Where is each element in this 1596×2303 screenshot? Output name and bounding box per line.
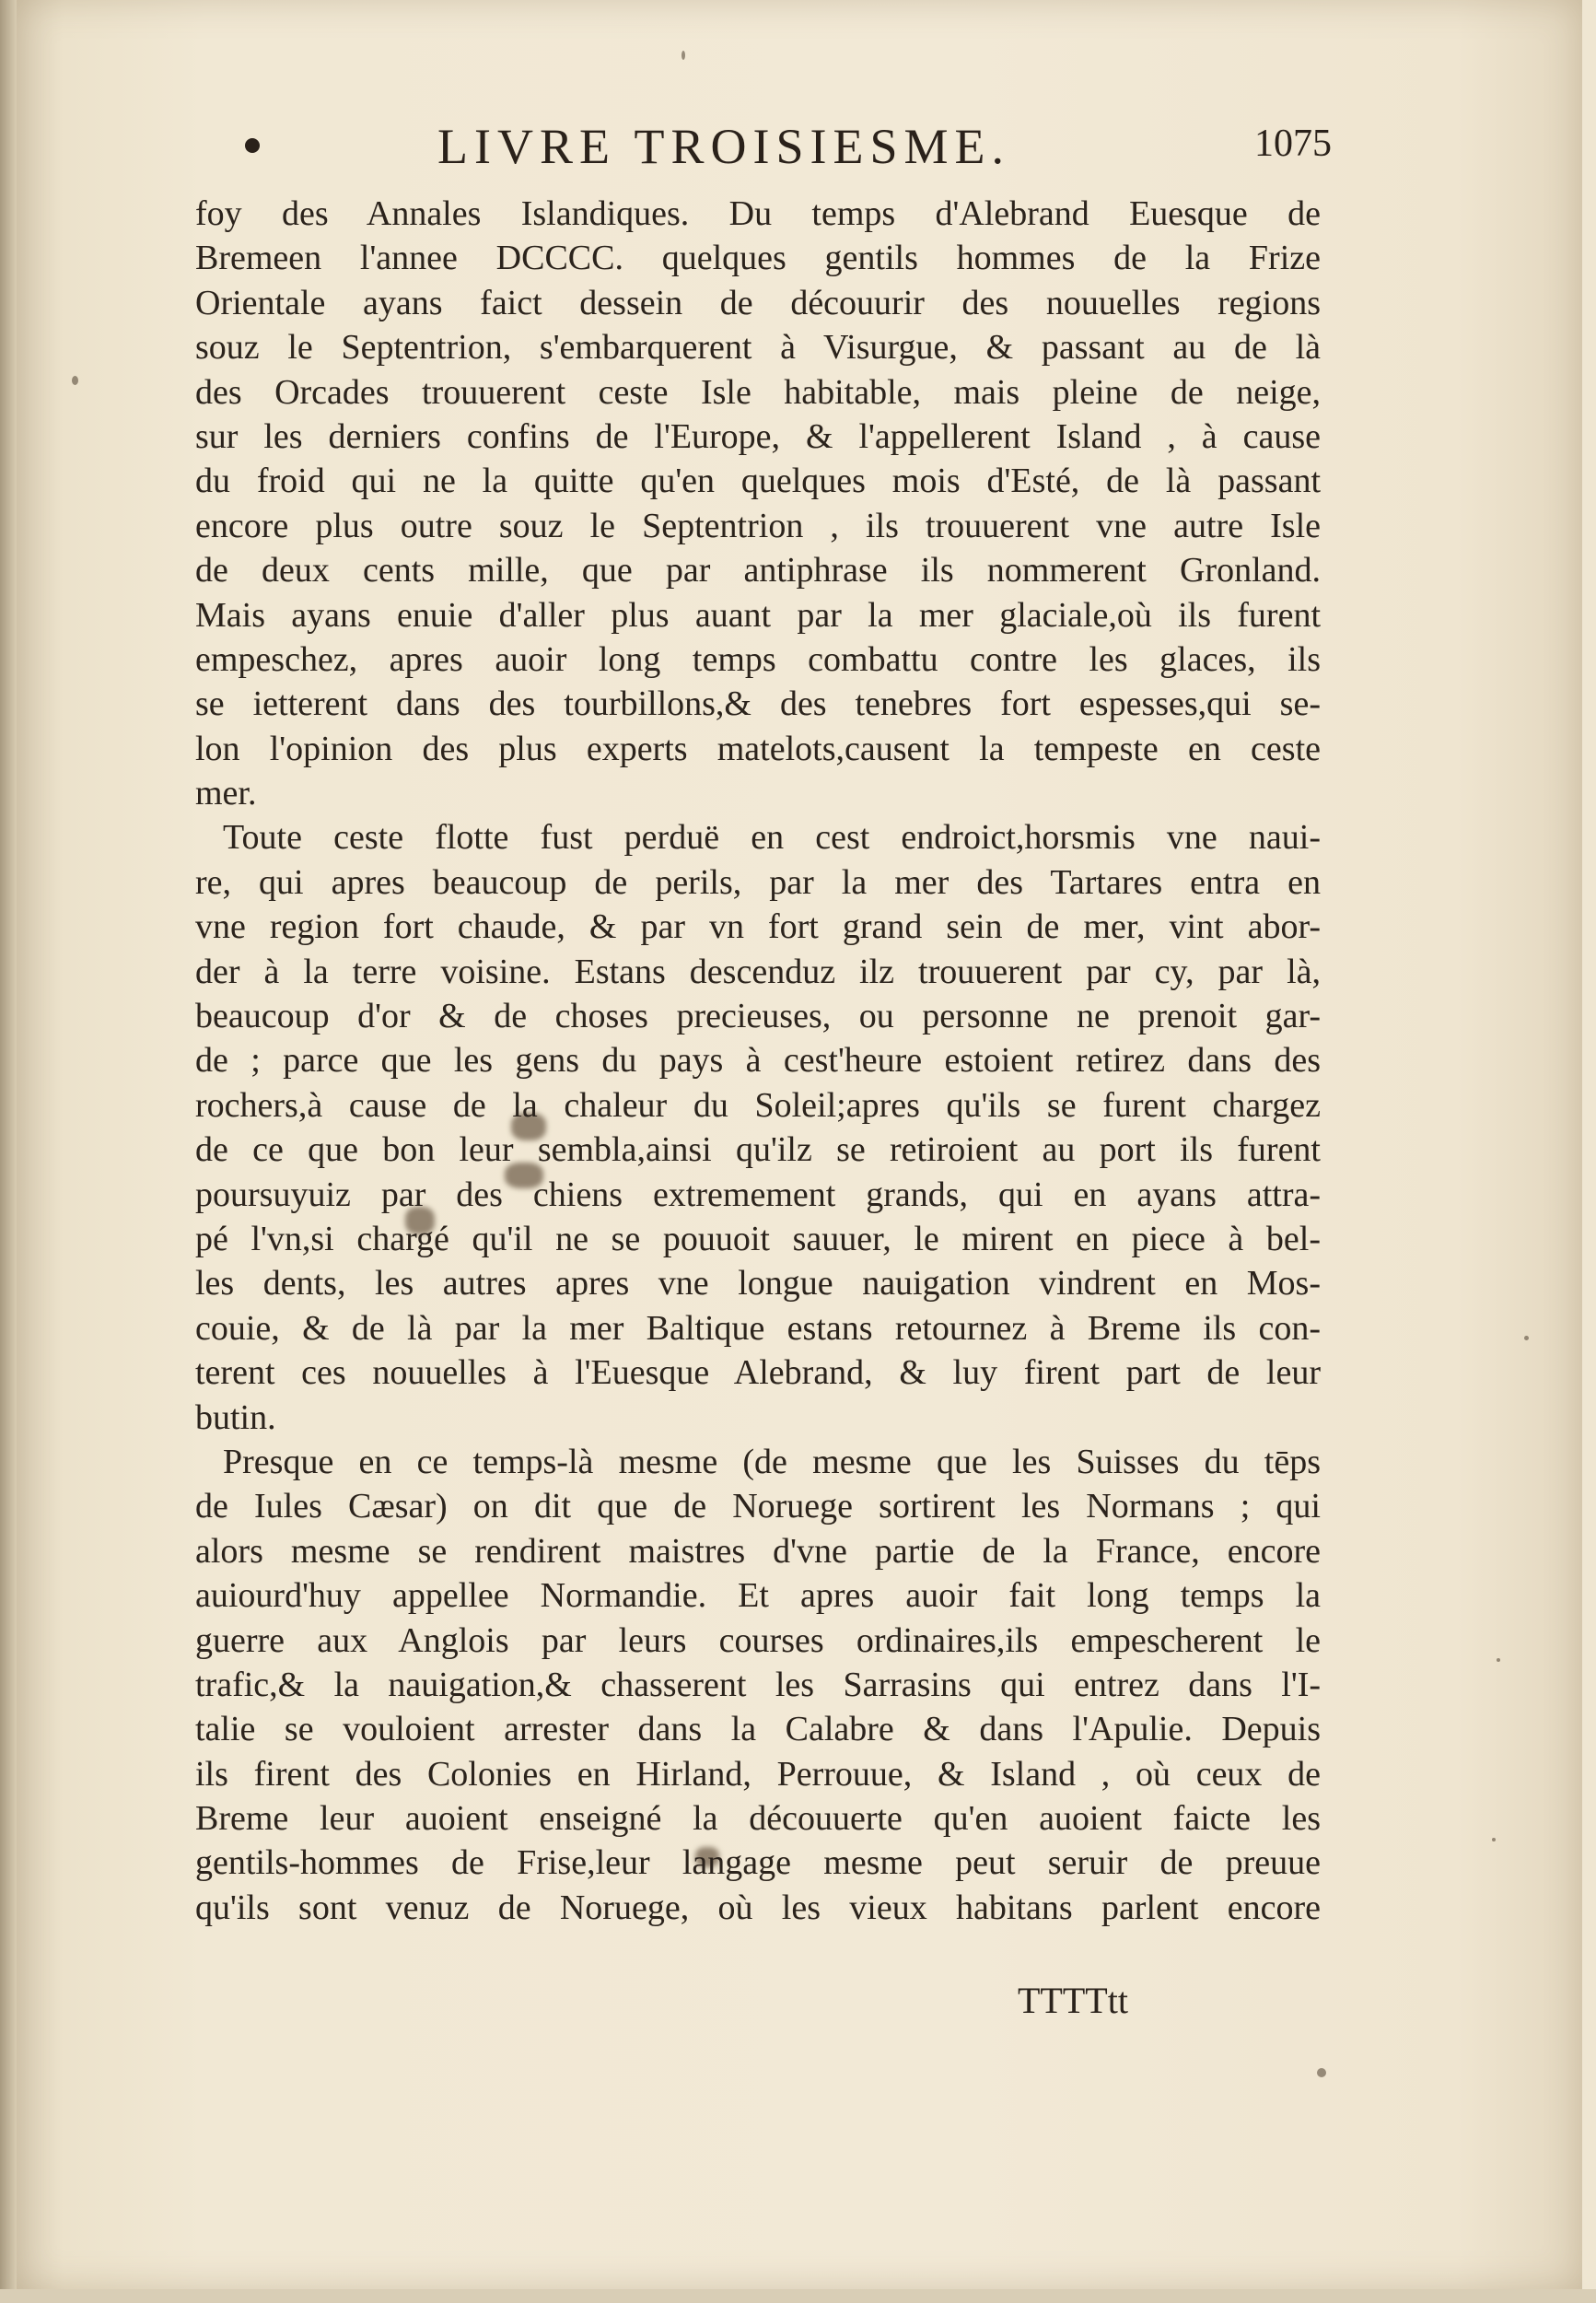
ink-speck bbox=[1524, 1336, 1529, 1340]
text-line: se ietterent dans des tourbillons,& des tenebres fort espesses,qui se- bbox=[195, 684, 1321, 724]
text-line: de deux cents mille, que par antiphrase ils nommerent Gronland. bbox=[195, 551, 1321, 590]
page-body bbox=[195, 192, 1321, 1930]
page-left-edge bbox=[0, 0, 17, 2303]
text-line: talie se vouloient arrester dans la Calabre & dans l'Apulie. Depuis bbox=[195, 1710, 1321, 1749]
text-line: couie, & de là par la mer Baltique estans retournez à Breme ils con- bbox=[195, 1308, 1321, 1348]
text-line: rochers,à cause de la chaleur du Soleil;apres qu'ils se furent chargez bbox=[195, 1085, 1321, 1125]
text-line: qu'ils sont venuz de Noruege, où les vieux habitans parlent encore bbox=[195, 1888, 1321, 1927]
text-line: beaucoup d'or & de choses precieuses, ou personne ne prenoit gar- bbox=[195, 997, 1321, 1036]
text-line: les dents, les autres apres vne longue nauigation vindrent en Mos- bbox=[195, 1264, 1321, 1303]
text-line: empeschez, apres auoir long temps combattu contre les glaces, ils bbox=[195, 639, 1321, 679]
text-line: auiourd'huy appellee Normandie. Et apres auoir fait long temps la bbox=[195, 1576, 1321, 1616]
text-line: poursuyuiz par des chiens extremement grands, qui en ayans attra- bbox=[195, 1175, 1321, 1214]
text-line: Toute ceste flotte fust perduë en cest endroict,horsmis vne naui- bbox=[223, 818, 1321, 858]
paragraph bbox=[195, 1440, 1321, 1930]
text-line: alors mesme se rendirent maistres d'vne partie de la France, encore bbox=[195, 1531, 1321, 1571]
text-line: de ; parce que les gens du pays à cest'heure estoient retirez dans des bbox=[195, 1041, 1321, 1081]
ornament-dot bbox=[245, 138, 260, 153]
text-line: souz le Septentrion, s'embarquerent à Visurgue, & passant au de là bbox=[195, 328, 1321, 368]
ink-speck bbox=[1317, 2068, 1326, 2077]
paragraph bbox=[195, 192, 1321, 815]
text-line: butin. bbox=[195, 1397, 276, 1437]
text-line: des Orcades trouuerent ceste Isle habitable, mais pleine de neige, bbox=[195, 372, 1321, 412]
text-line: encore plus outre souz le Septentrion , ils trouuerent vne autre Isle bbox=[195, 506, 1321, 545]
signature-mark: TTTTtt bbox=[1018, 1980, 1128, 2021]
text-line: Presque en ce temps-là mesme (de mesme que les Suisses du tēps bbox=[223, 1442, 1321, 1481]
running-head bbox=[0, 118, 1596, 173]
text-line: de Iules Cæsar) on dit que de Noruege sortirent les Normans ; qui bbox=[195, 1487, 1321, 1526]
text-line: pé l'vn,si chargé qu'il ne se pouuoit sauuer, le mirent en piece à bel- bbox=[195, 1219, 1321, 1258]
text-line: trafic,& la nauigation,& chasserent les Sarrasins qui entrez dans l'I- bbox=[195, 1665, 1321, 1704]
text-line: Orientale ayans faict dessein de découurir des nouuelles regions bbox=[195, 283, 1321, 322]
text-line: du froid qui ne la quitte qu'en quelques mois d'Esté, de là passant bbox=[195, 462, 1321, 501]
text-line: Mais ayans enuie d'aller plus auant par la mer glaciale,où ils furent bbox=[195, 595, 1321, 635]
text-line: guerre aux Anglois par leurs courses ordinaires,ils empescherent le bbox=[195, 1620, 1321, 1660]
text-line: terent ces nouuelles à l'Euesque Alebrand, & luy firent part de leur bbox=[195, 1353, 1321, 1393]
text-line: Breme leur auoient enseigné la découuerte qu'en auoient faicte les bbox=[195, 1799, 1321, 1839]
text-line: der à la terre voisine. Estans descenduz ilz trouuerent par cy, par là, bbox=[195, 952, 1321, 991]
page-number: 1075 bbox=[1254, 123, 1332, 165]
ink-speck bbox=[682, 51, 685, 60]
text-line: de ce que bon leur sembla,ainsi qu'ilz se retiroient au port ils furent bbox=[195, 1130, 1321, 1170]
text-line: gentils-hommes de Frise,leur langage mesme peut seruir de preuue bbox=[195, 1843, 1321, 1883]
text-line: Bremeen l'annee DCCCC. quelques gentils hommes de la Frize bbox=[195, 239, 1321, 278]
running-head-title: LIVRE TROISIESME. bbox=[437, 119, 1011, 174]
paragraph bbox=[195, 815, 1321, 1439]
text-line: vne region fort chaude, & par vn fort grand sein de mer, vint abor- bbox=[195, 907, 1321, 947]
text-line: lon l'opinion des plus experts matelots,causent la tempeste en ceste bbox=[195, 729, 1321, 768]
text-line: ils firent des Colonies en Hirland, Perrouue, & Island , où ceux de bbox=[195, 1754, 1321, 1794]
text-line: sur les derniers confins de l'Europe, & l'appellerent Island , à cause bbox=[195, 416, 1321, 456]
ink-speck bbox=[1492, 1838, 1496, 1841]
text-line: mer. bbox=[195, 774, 257, 813]
text-line: re, qui apres beaucoup de perils, par la mer des Tartares entra en bbox=[195, 862, 1321, 902]
ink-speck bbox=[72, 376, 78, 385]
text-line: foy des Annales Islandiques. Du temps d'Alebrand Euesque de bbox=[195, 194, 1321, 233]
page-bottom-edge bbox=[0, 2289, 1596, 2303]
ink-speck bbox=[1497, 1658, 1500, 1662]
